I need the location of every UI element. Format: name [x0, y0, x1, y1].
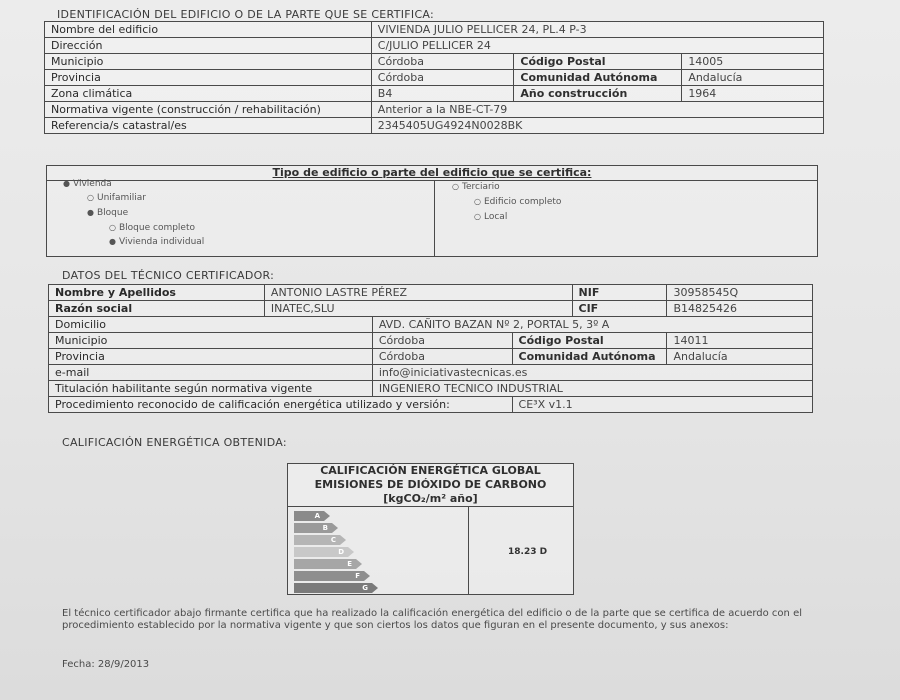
- cif-label: CIF: [572, 301, 667, 317]
- tec-cp-label: Código Postal: [512, 333, 667, 349]
- tec-municipio-value: Córdoba: [372, 333, 512, 349]
- nif-value: 30958545Q: [667, 285, 813, 301]
- box-unit: [kgCO₂/m² año]: [383, 492, 478, 505]
- direccion-label: Dirección: [45, 38, 372, 54]
- email-value: info@iniciativastecnicas.es: [372, 365, 812, 381]
- zona-label: Zona climática: [45, 86, 372, 102]
- proc-value: CE³X v1.1: [512, 397, 812, 413]
- calificacion-heading: CALIFICACIÓN ENERGÉTICA OBTENIDA:: [62, 436, 287, 449]
- rating-bar-g: G: [294, 583, 372, 593]
- cp-label: Código Postal: [514, 54, 682, 70]
- razon-value: INATEC,SLU: [264, 301, 572, 317]
- rating-bar-f: F: [294, 571, 364, 581]
- nombre-value: VIVIENDA JULIO PELLICER 24, PL.4 P-3: [371, 22, 823, 38]
- bullet-empty-icon: ○: [474, 212, 481, 221]
- nif-label: NIF: [572, 285, 667, 301]
- municipio-label: Municipio: [45, 54, 372, 70]
- email-label: e-mail: [49, 365, 373, 381]
- bullet-filled-icon: ●: [63, 179, 70, 188]
- tec-municipio-label: Municipio: [49, 333, 373, 349]
- option-terciario[interactable]: ○ Terciario: [452, 182, 500, 192]
- provincia-value: Córdoba: [371, 70, 514, 86]
- zona-value: B4: [371, 86, 514, 102]
- anio-value: 1964: [682, 86, 824, 102]
- direccion-value: C/JULIO PELLICER 24: [371, 38, 823, 54]
- building-table: [44, 21, 824, 134]
- option-bloque[interactable]: ● Bloque: [87, 208, 129, 218]
- option-vivienda[interactable]: ● Vivienda: [63, 179, 112, 189]
- calificacion-box: [287, 463, 574, 595]
- tipo-box: [46, 165, 818, 257]
- bullet-filled-icon: ●: [87, 208, 94, 217]
- ca-value: Andalucía: [682, 70, 824, 86]
- tec-nombre-label: Nombre y Apellidos: [49, 285, 265, 301]
- normativa-value: Anterior a la NBE-CT-79: [371, 102, 823, 118]
- tecnico-table: [48, 284, 813, 413]
- anio-label: Año construcción: [514, 86, 682, 102]
- rating-bar-b: B: [294, 523, 332, 533]
- nombre-label: Nombre del edificio: [45, 22, 372, 38]
- proc-label: Procedimiento reconocido de calificación energética utilizado y versión:: [49, 397, 513, 413]
- fecha: Fecha: 28/9/2013: [62, 659, 150, 670]
- titulacion-value: INGENIERO TECNICO INDUSTRIAL: [372, 381, 812, 397]
- tipo-heading: Tipo de edificio o parte del edificio que se certifica:: [47, 166, 817, 181]
- calificacion-box-header: [288, 464, 573, 507]
- bullet-empty-icon: ○: [109, 223, 116, 232]
- rating-bar-c: C: [294, 535, 340, 545]
- rating-value: 18.23 D: [508, 547, 548, 557]
- option-bloque-completo[interactable]: ○ Bloque completo: [109, 223, 196, 233]
- domicilio-value: AVD. CAÑITO BAZAN Nº 2, PORTAL 5, 3º A: [372, 317, 812, 333]
- normativa-label: Normativa vigente (construcción / rehabilitación): [45, 102, 372, 118]
- box-title-2: EMISIONES DE DIÓXIDO DE CARBONO: [314, 478, 547, 491]
- ref-label: Referencia/s catastral/es: [45, 118, 372, 134]
- tecnico-heading: DATOS DEL TÉCNICO CERTIFICADOR:: [62, 269, 275, 282]
- tec-ca-value: Andalucía: [667, 349, 813, 365]
- cp-value: 14005: [682, 54, 824, 70]
- certification-text: El técnico certificador abajo firmante certifica que ha realizado la calificación energética del edificio o de la parte que se certifica de acuerdo con el procedimiento establecido por la normativa vigente y que son ciertos los datos que figuran en el presente documento, y sus anexos:: [62, 608, 802, 631]
- provincia-label: Provincia: [45, 70, 372, 86]
- box-title-1: CALIFICACIÓN ENERGÉTICA GLOBAL: [320, 464, 541, 477]
- titulacion-label: Titulación habilitante según normativa vigente: [49, 381, 373, 397]
- option-local[interactable]: ○ Local: [474, 212, 508, 222]
- tec-cp-value: 14011: [667, 333, 813, 349]
- cif-value: B14825426: [667, 301, 813, 317]
- municipio-value: Córdoba: [371, 54, 514, 70]
- tec-nombre-value: ANTONIO LASTRE PÉREZ: [264, 285, 572, 301]
- rating-bar-d: D: [294, 547, 348, 557]
- bullet-filled-icon: ●: [109, 237, 116, 246]
- option-unifamiliar[interactable]: ○ Unifamiliar: [87, 193, 146, 203]
- tec-ca-label: Comunidad Autónoma: [512, 349, 667, 365]
- domicilio-label: Domicilio: [49, 317, 373, 333]
- option-edificio-completo[interactable]: ○ Edificio completo: [474, 197, 562, 207]
- rating-bar-a: A: [294, 511, 324, 521]
- ref-value: 2345405UG4924N0028BK: [371, 118, 823, 134]
- bullet-empty-icon: ○: [87, 193, 94, 202]
- bullet-empty-icon: ○: [452, 182, 459, 191]
- bullet-empty-icon: ○: [474, 197, 481, 206]
- building-heading: IDENTIFICACIÓN DEL EDIFICIO O DE LA PARTE QUE SE CERTIFICA:: [57, 8, 435, 21]
- razon-label: Razón social: [49, 301, 265, 317]
- option-vivienda-individual[interactable]: ● Vivienda individual: [109, 237, 205, 247]
- tec-provincia-label: Provincia: [49, 349, 373, 365]
- rating-bar-e: E: [294, 559, 356, 569]
- tec-provincia-value: Córdoba: [372, 349, 512, 365]
- ca-label: Comunidad Autónoma: [514, 70, 682, 86]
